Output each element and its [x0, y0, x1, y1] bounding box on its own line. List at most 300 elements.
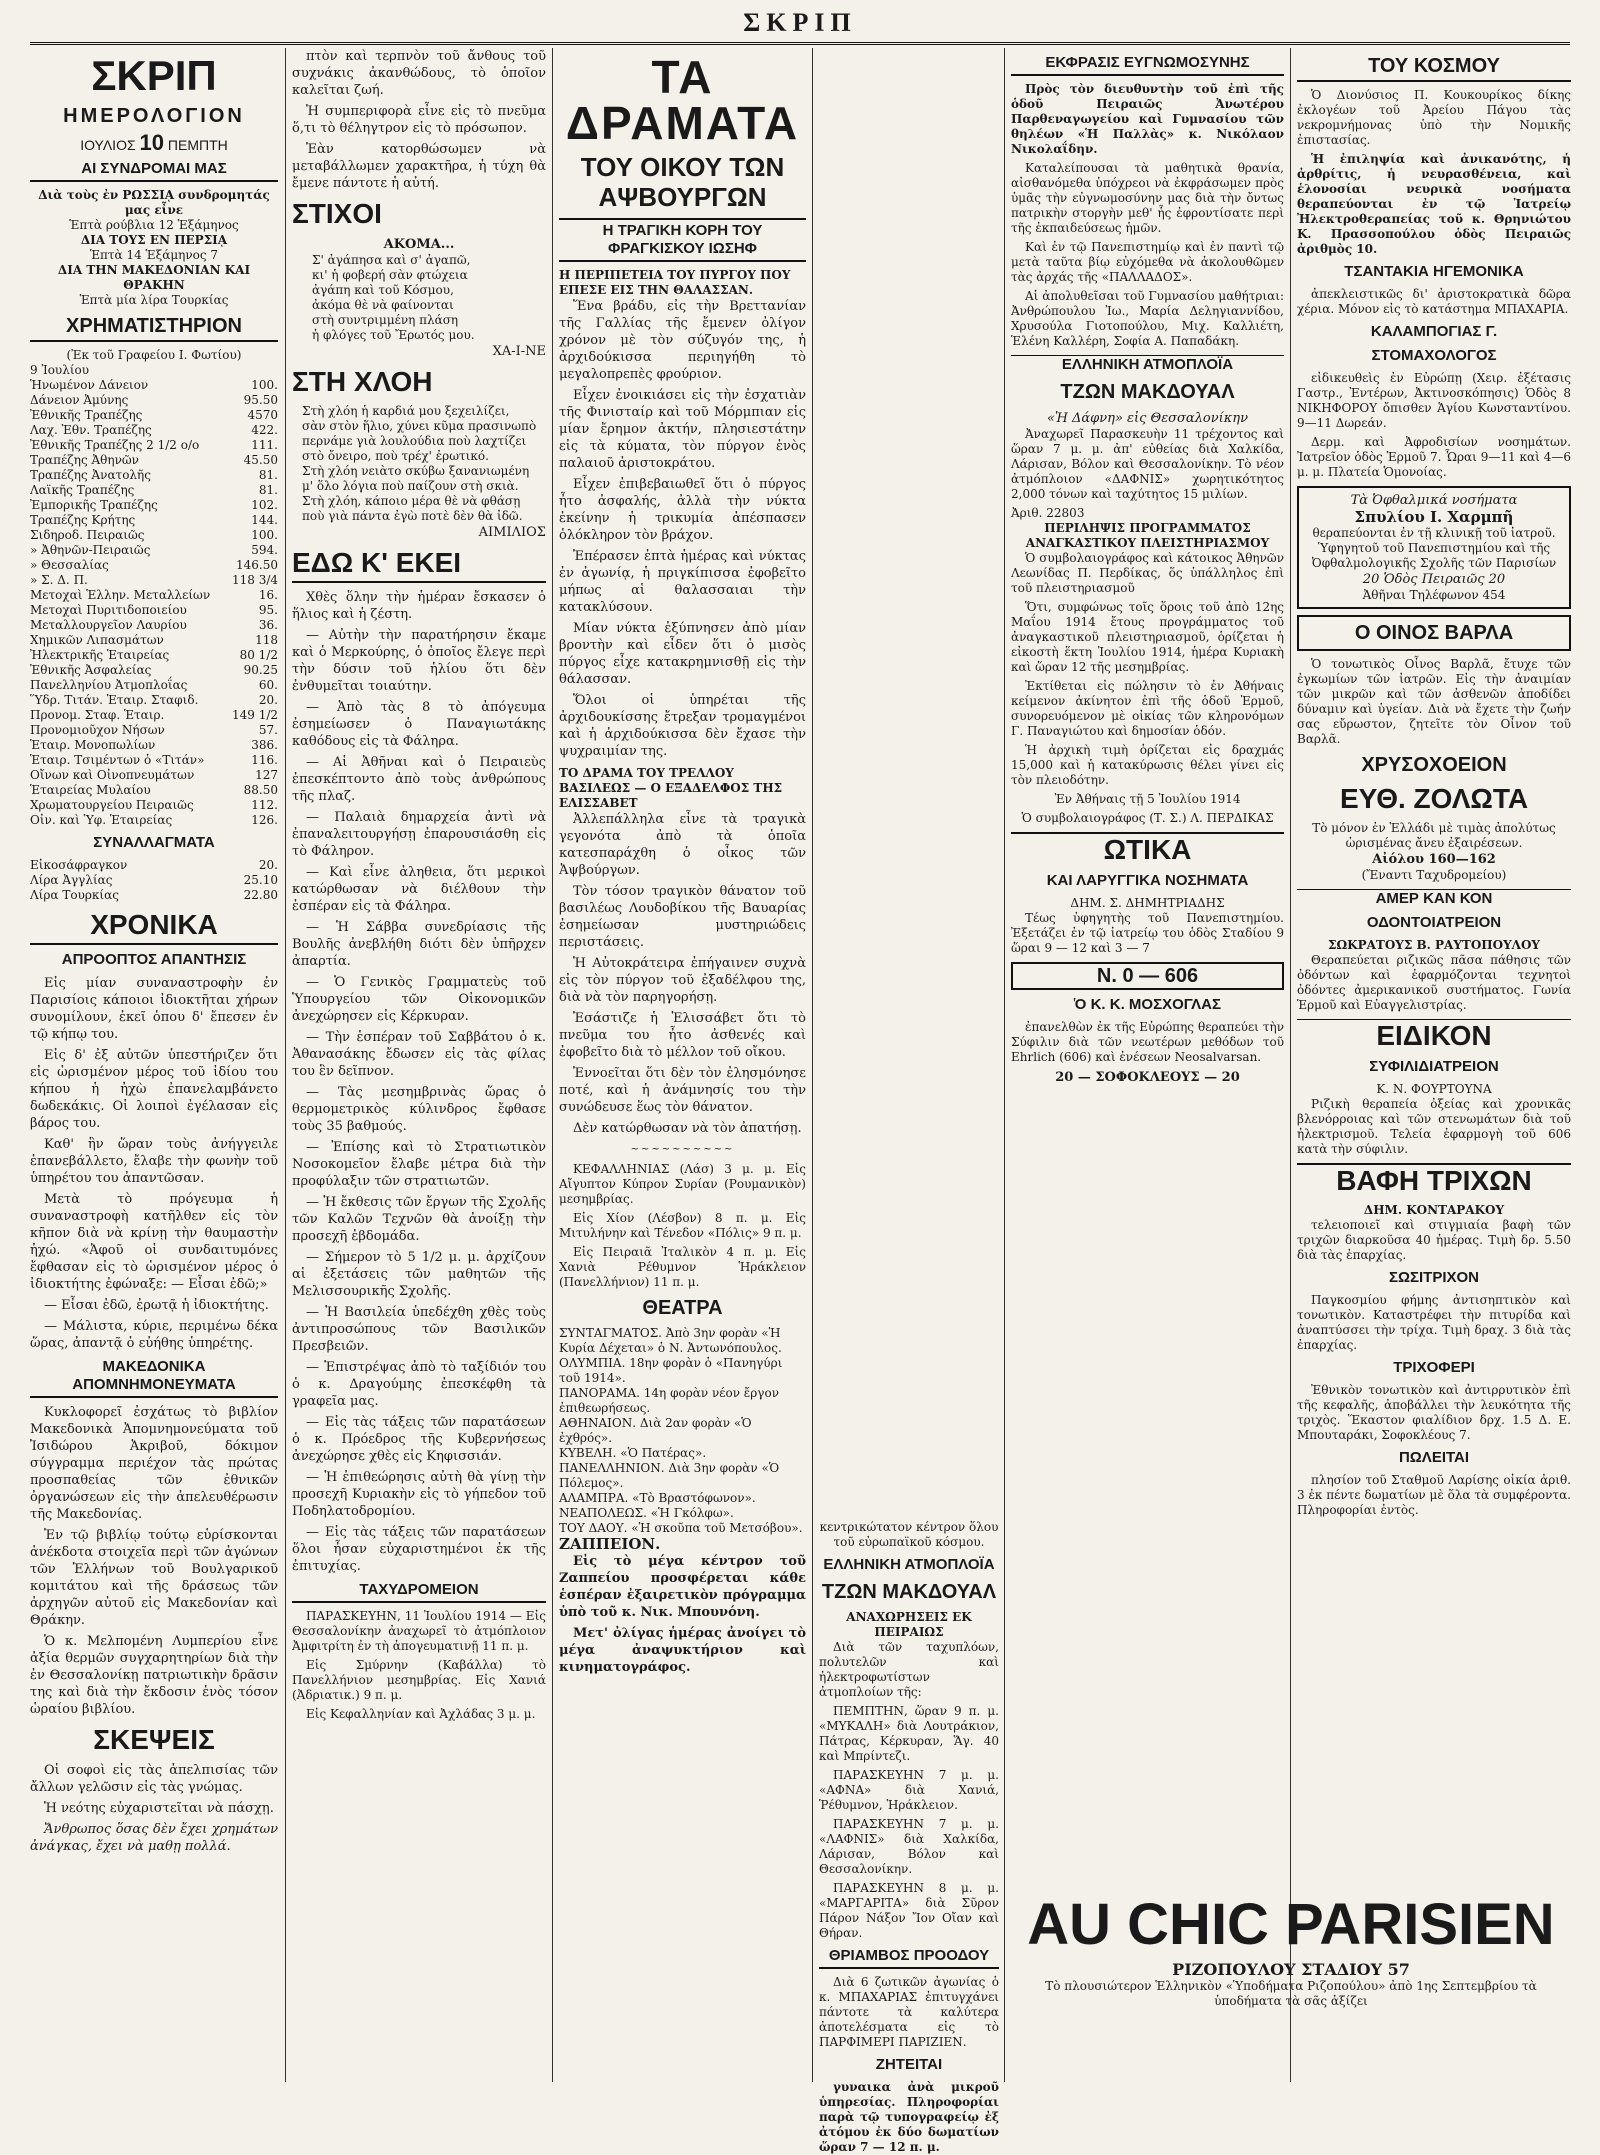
- rate-value: 118 3/4: [231, 573, 278, 587]
- paragraph: Εἰς Χίον (Λέσβον) 8 π. μ. Εἰς Μιτυλήνην καὶ Τένεδον «Πόλις» 9 π. μ.: [559, 1211, 806, 1240]
- xryso-opposite: (Ἔναντι Ταχυδρομείου): [1361, 868, 1507, 882]
- rate-label: Ἑταιρ. Τσιμέντων ὁ «Τιτάν»: [30, 753, 205, 767]
- table-row: [30, 468, 278, 483]
- table-row: [30, 678, 278, 693]
- paragraph: κεντρικώτατον κέντρον ὅλου τοῦ εὐρωπαϊκοῦ κόσμου.: [819, 1520, 999, 1549]
- syfil-heading: ΣΥΦΙΛΙΔΙΑΤΡΕΙΟΝ: [1369, 1058, 1499, 1075]
- rate-label: Ἑταιρ. Μονοπωλίων: [30, 738, 156, 752]
- paragraph: Καταλείπουσαι τὰ μαθητικὰ θρανία, αἰσθανόμεθα ὑπόχρεοι νὰ ἐκφράσωμεν πρὸς ὑμᾶς τὴν εὐγνωμοσύνην μας διὰ τὴν ὄντως πατρικὴν στοργὴν μεθ' ἧς ἐφροντίσατε περὶ τῆς ἐκπαιδεύσεως ἡμῶν.: [1011, 161, 1284, 235]
- paragraph: ΠΑΡΑΣΚΕΥΗΝ 7 μ. μ. «ΛΑΦΝΙΣ» διὰ Χαλκίδα, Λάρισαν, Βόλον καὶ Θεσσαλονίκην.: [819, 1817, 999, 1876]
- paragraph: Ἐν Ἀθήναις τῇ 5 Ἰουλίου 1914: [1054, 792, 1241, 806]
- zitei-heading: ΖΗΤΕΙΤΑΙ: [875, 2056, 943, 2073]
- date-month: ΙΟΥΛΙΟΣ: [80, 137, 136, 153]
- poem-line: ἡ φλόγες τοῦ Ἔρωτός μου.: [312, 328, 475, 342]
- column-1: [30, 48, 278, 2082]
- list-item: ΚΥΒΕΛΗ. «Ὁ Πατέρας».: [559, 1446, 707, 1460]
- poem-line: Σ' ἀγάπησα καὶ σ' ἀγαπῶ,: [312, 253, 471, 267]
- paragraph: Οἱ σοφοὶ εἰς τὰς ἀπελπισίας τῶν ἄλλων γελῶσιν εἰς τὰς γνώμας.: [30, 1763, 278, 1795]
- poem-line: ἀκόμα θὲ νὰ φαίνονται: [312, 298, 454, 312]
- rate-label: » Ἀθηνῶν-Πειραιῶς: [30, 543, 151, 557]
- table-row: [30, 648, 278, 663]
- paragraph: Τὸν τόσον τραγικὸν θάνατον τοῦ βασιλέως Λουδοβίκου τῆς Βαυαρίας ἐσημείωσαν μυστηριώδεις περιστάσεις.: [559, 884, 806, 950]
- dateline: [30, 130, 278, 155]
- paragraph: Ὅτι, συμφώνως τοῖς ὅροις τοῦ ἀπὸ 12ης Μαΐου 1914 ἔτους προγράμματος τοῦ ἀναγκαστικοῦ πλειστηριασμοῦ, ὁρίζεται ἡ εἰκοστὴ ἕκτη Ἰουλίου 1914, ἡμέρα Κυριακὴ καὶ ὥραν 12 τῆς μεσημβρίας.: [1011, 600, 1284, 674]
- paragraph: — Σήμερον τὸ 5 1/2 μ. μ. ἀρχίζουν αἱ ἐξετάσεις τῶν μαθητῶν τῆς Μελισσουρικῆς Σχολῆς.: [292, 1250, 546, 1299]
- table-row: [30, 753, 278, 768]
- poem: [292, 404, 546, 524]
- rate-value: 149 1/2: [231, 708, 278, 722]
- eidikon-heading: ΕΙΔΙΚΟΝ: [1297, 1019, 1571, 1052]
- paragraph: Ὁ τονωτικὸς Οἶνος Βαρλᾶ, ἔτυχε τῶν ἐγκωμίων τῶν ἰατρῶν. Εἰς τὴν ἀναιμίαν τῶν μικρῶν καὶ τῶν ἀσθενῶν ἀποδίδει δύναμιν καὶ ὑγείαν. Διὰ νὰ ἔχετε τὴν ζωήν σας εὔρωστον, ζητεῖτε τὸν Οἶνον τοῦ Βαρλᾶ.: [1297, 657, 1571, 746]
- list-item: ΑΘΗΝΑΙΟΝ. Διὰ 2αν φορὰν «Ὁ ἐχθρός».: [559, 1416, 752, 1445]
- subs-line: Ἑπτὰ μία λίρα Τουρκίας: [79, 293, 229, 307]
- paragraph: — Παλαιὰ δημαρχεία ἀντὶ νὰ ἐπαναλειτουργήσῃ ἐπαρουσιάσθη εἰς τὸ Φάληρον.: [292, 810, 546, 859]
- paragraph: Ὁ κ. Μελπομένη Λυμπερίου εἶνε ἀξία θερμῶν συγχαρητηρίων διὰ τὴν ἐν Θεσσαλονίκῃ πατριωτικὴν δρᾶσιν της καὶ διὰ τὴν ἔκδοσιν ἑνὸς τόσον ὡραίου βιβλίου.: [30, 1634, 278, 1717]
- paragraph: Κυκλοφορεῖ ἐσχάτως τὸ βιβλίον Μακεδονικὰ Ἀπομνημονεύματα τοῦ Ἰσιδώρου Ἀκριβοῦ, δόκιμον σύγγραμμα περιέχον τὰς πρώτας προσπαθείας τῶν ἐθνικῶν ὀργανώσεων εἰς τὴν ἀπελευθέρωσιν τῆς Μακεδονίας.: [30, 1405, 278, 1522]
- date-weekday: ΠΕΜΠΤΗ: [167, 137, 228, 153]
- rate-value: 81.: [258, 468, 278, 482]
- paragraph: — Εἶσαι ἐδῶ, ἐρωτᾷ ἡ ἰδιοκτήτης.: [44, 1298, 269, 1313]
- list-item: ΠΑΝΕΛΛΗΝΙΟΝ. Διὰ 3ην φορὰν «Ὁ Πόλεμος».: [559, 1461, 780, 1490]
- table-row: [30, 558, 278, 573]
- rate-value: 88.50: [243, 783, 278, 797]
- paragraph: Ὁ συμβολαιογράφος καὶ κάτοικος Ἀθηνῶν Λεωνίδας Π. Περδίκας, ὅς ὑπάλληλος ἐπὶ τοῦ πλειστηριασμοῦ: [1011, 551, 1284, 595]
- kosmou-heading: ΤΟΥ ΚΟΣΜΟΥ: [1297, 54, 1571, 82]
- column-5: [1011, 48, 1284, 1882]
- kalampo-heading: ΚΑΛΑΜΠΟΓΙΑΣ Γ.: [1370, 323, 1498, 340]
- mosxog-heading: Ὁ Κ. Κ. ΜΟΣΧΟΓΛΑΣ: [1074, 996, 1221, 1013]
- table-row: [30, 708, 278, 723]
- theatre-list: [559, 1326, 806, 1536]
- xryso-address: Αἰόλου 160—162: [1372, 852, 1496, 867]
- zappeion-heading: ΖΑΠΠΕΙΟΝ.: [559, 1535, 661, 1553]
- taxydromeion-heading: ΤΑΧΥΔΡΟΜΕΙΟΝ: [292, 1581, 546, 1603]
- subhead: Η ΠΕΡΙΠΕΤΕΙΑ ΤΟΥ ΠΥΡΓΟΥ ΠΟΥ ΕΠΕΣΕ ΕΙΣ ΤΗΝ ΘΑΛΑΣΣΑΝ.: [559, 268, 791, 297]
- subhead: ΤΟ ΔΡΑΜΑ ΤΟΥ ΤΡΕΛΛΟΥ ΒΑΣΙΛΕΩΣ — Ο ΕΞΑΔΕΛΦΟΣ ΤΗΣ ΕΛΙΣΣΑΒΕΤ: [559, 766, 783, 810]
- poem-line: σὰν στὸν ἥλιο, χύνει κῦμα πρασινωπὸ: [302, 419, 537, 433]
- rate-value: 144.: [251, 513, 278, 527]
- paragraph: Χθὲς ὅλην τὴν ἡμέραν ἔσκασεν ὁ ἥλιος καὶ ἡ ζέστη.: [292, 590, 546, 622]
- poem-line: Στὴ χλόη ἡ καρδιά μου ξεχειλίζει,: [302, 404, 510, 418]
- list-item: ΝΕΑΠΟΛΕΩΣ. «Ἡ Γκόλφω».: [559, 1506, 734, 1520]
- ophthalmic-ad: [1297, 486, 1571, 609]
- chronika-text: [30, 975, 278, 1352]
- paragraph: Ἀλλεπάλληλα εἶνε τὰ τραγικὰ γεγονότα ἀπὸ τὰ ὁποῖα κατεσπαράχθη ὁ οἶκος τῶν Ἀψβούργων.: [559, 812, 806, 878]
- poem-line: ποὺ γιὰ πάντα ἐγὼ ποτὲ δὲν θὰ ἰδῶ.: [302, 509, 523, 523]
- table-row: [30, 663, 278, 678]
- paragraph: — Ἡ ἔκθεσις τῶν ἔργων τῆς Σχολῆς τῶν Καλῶν Τεχνῶν θὰ ἀνοίξῃ τὴν προσεχῆ ἑβδομάδα.: [292, 1195, 546, 1244]
- rate-value: 90.25: [243, 663, 278, 677]
- table-row: [30, 483, 278, 498]
- table-row: [30, 858, 278, 873]
- paragraph: Καθ' ἣν ὥραν τοὺς ἀνήγγειλε ἐπανεβάλλετο, ἔλαβε τὴν φωνὴν τοῦ ὑπηρέτου του ἀπαντῶσαν.: [30, 1137, 278, 1186]
- paragraph: Ἐσάστιζε ἡ Ἐλισσάβετ ὅτι τὸ πνεῦμα του ἦτο ἀσθενές καὶ ἐφοβεῖτο διὰ τὸ μέλλον τοῦ οἴκου.: [559, 1011, 806, 1060]
- paragraph: — Ἐπιστρέψας ἀπὸ τὸ ταξίδιόν του ὁ κ. Δραγούμης ἐπεσκέφθη τὰ γραφεῖα μας.: [292, 1360, 546, 1409]
- paragraph: Διὰ 6 ζωτικῶν ἀγωνίας ὁ κ. ΜΠΑΧΑΡΙΑΣ ἐπιτυγχάνει πάντοτε τὰ καλύτερα ἀποτελέσματα εἰς τὸ ΠΑΡΦΙΜΕΡΙ ΠΑΡΙΖΙΕΝ.: [819, 1975, 999, 2049]
- paragraph: Αἱ ἀπολυθεῖσαι τοῦ Γυμνασίου μαθήτριαι: Ἀνθρώπουλου Ἰω., Μαρία Δεληγιαννίδου, Χρυσούλα Γιοτοπούλου, Μιχ. Καλλιέτη, Ἑλένη Καλλέρη, Σοφία Α. Παπαδάκη.: [1011, 289, 1284, 348]
- poem-line: Στὴ χλόη, κάποιο μέρα θὲ νὰ φθάσῃ: [302, 494, 521, 508]
- rate-value: 116.: [251, 753, 278, 767]
- paragraph: Ἕνα βράδυ, εἰς τὴν Βρεττανίαν τῆς Γαλλίας τῆς ἔμενεν ὀλίγον χρόνον μὲ τὸν σύζυγόν της, ἡ ἀρχιδούκισσα περιηγήθη τὸ μεγαλοπρεπὲς φρούριον.: [559, 299, 806, 382]
- rate-value: 95.50: [243, 393, 278, 407]
- rate-label: Τραπέζης Ἀθηνῶν: [30, 453, 139, 467]
- table-row: [30, 588, 278, 603]
- paragraph: — Ἡ Βασιλεία ὑπεδέχθη χθὲς τοὺς ἀντιπροσώπους τῶν Βασιλικῶν Πρεσβειῶν.: [292, 1305, 546, 1354]
- poem-author: ΑΙΜΙΛΙΟΣ: [478, 525, 546, 540]
- edo-heading: ΕΔΩ Κ' ΕΚΕΙ: [292, 547, 546, 583]
- paragraph: — Ἡ Σάββα συνεδρίασις τῆς Βουλῆς ἀνεβλήθη διότι δὲν ὑπῆρχεν ἀπαρτία.: [292, 920, 546, 969]
- rate-value: 95.: [258, 603, 278, 617]
- paragraph: ΠΕΜΠΤΗΝ, ὥραν 9 π. μ. «ΜΥΚΑΛΗ» διὰ Λουτράκιον, Πάτρας, Κέρκυραν, Ἅγ. 40 καὶ Μπρίντεζι.: [819, 1704, 999, 1763]
- subs-line: Διὰ τοὺς ἐν ΡΩΣΣΙᾼ συνδρομητάς μας εἶνε: [38, 188, 270, 217]
- masthead: [30, 8, 1570, 45]
- perilipsis-heading: ΠΕΡΙΛΗΨΙΣ ΠΡΟΓΡΑΜΜΑΤΟΣ ΑΝΑΓΚΑΣΤΙΚΟΥ ΠΛΕΙΣΤΗΡΙΑΣΜΟΥ: [1025, 521, 1270, 550]
- table-row: [30, 738, 278, 753]
- paragraph: Ριζικὴ θεραπεία ὀξείας καὶ χρονικᾶς βλενόρροιας καὶ τῶν στενωμάτων διὰ τοῦ ἠλεκτρισμοῦ. Τελεία ἐφαρμογὴ τοῦ 606 κατὰ τὴν σύφιλιν.: [1297, 1097, 1571, 1156]
- tsantakia-heading: ΤΣΑΝΤΑΚΙΑ ΗΓΕΜΟΝΙΚΑ: [1344, 263, 1524, 280]
- ekfrasis-heading: ΕΚΦΡΑΣΙΣ ΕΥΓΝΩΜΟΣΥΝΗΣ: [1011, 54, 1284, 76]
- au-chic-text: Τὸ πλουσιώτερον Ἑλληνικὸν «Ὑποδήματα Ριζοπούλου» ἀπὸ 1ης Σεπτεμβρίου τὰ ὑποδήματα τὰ σᾶς ἀξίζει: [1045, 1979, 1537, 2008]
- rate-value: 16.: [258, 588, 278, 602]
- rate-label: Λαϊκῆς Τραπέζης: [30, 483, 135, 497]
- rate-label: Χημικῶν Λιπασμάτων: [30, 633, 164, 647]
- rate-value: 386.: [251, 738, 278, 752]
- table-row: [30, 693, 278, 708]
- makedonika-heading: ΜΑΚΕΔΟΝΙΚΑ ΑΠΟΜΝΗΜΟΝΕΥΜΑΤΑ: [30, 1358, 278, 1398]
- paragraph: Τέως ὑφηγητὴς τοῦ Πανεπιστημίου. Ἐξετάζει ἐν τῷ ἰατρείῳ του ὁδὸς Σταδίου 9 ὥραι 9 — 12 καὶ 3 — 7: [1011, 911, 1284, 955]
- rate-value: 25.10: [243, 873, 278, 887]
- paragraph: Δὲν κατώρθωσαν νὰ τὸν ἀπατήσῃ.: [573, 1121, 802, 1136]
- table-row: [30, 888, 278, 903]
- otika-heading: ΩΤΙΚΑ: [1011, 832, 1284, 866]
- paragraph: — Καὶ εἶνε ἀληθεια, ὅτι μερικοὶ κατώρθωσαν νὰ διέλθουν τὴν ἑσπέραν εἰς τὰ Φάληρα.: [292, 865, 546, 914]
- headline-3: Η ΤΡΑΓΙΚΗ ΚΟΡΗ ΤΟΥ ΦΡΑΓΚΙΣΚΟΥ ΙΩΣΗΦ: [559, 218, 806, 262]
- rate-label: Χρωματουργείου Πειραιῶς: [30, 798, 194, 812]
- paragraph: τελειοποιεῖ καὶ στιγμιαία βαφὴ τῶν τριχῶν διαρκοῦσα 40 ἡμέρας. Τιμὴ δρ. 5.50 διὰ τὰς ἐπαρχίας.: [1297, 1218, 1571, 1262]
- au-chic-title: AU CHIC PARISIEN: [1027, 1892, 1555, 1957]
- column-rule: [552, 48, 553, 2082]
- paragraph: ἀπεκλειστικῶς δι' ἀριστοκρατικὰ δῶρα χέρια. Μόνον εἰς τὸ κατάστημα ΜΠΑΧΑΡΙΑ.: [1297, 287, 1571, 316]
- otika-subheading: ΚΑΙ ΛΑΡΥΓΓΙΚΑ ΝΟΣΗΜΑΤΑ: [1046, 872, 1249, 889]
- paragraph: — Ὁ Γενικὸς Γραμματεὺς τοῦ Ὑπουργείου τῶν Οἰκονομικῶν ἀνεχώρησεν εἰς Κέρκυραν.: [292, 975, 546, 1024]
- ofth-address: 20 Ὁδὸς Πειραιῶς 20: [1362, 572, 1506, 587]
- table-row: [30, 498, 278, 513]
- rate-label: Τραπέζης Κρήτης: [30, 513, 136, 527]
- table-row: [30, 723, 278, 738]
- rate-value: 102.: [251, 498, 278, 512]
- paragraph: — Εἰς τὰς τάξεις τῶν παρατάσεων ὁ κ. Πρόεδρος τῆς Κυβερνήσεως ἀνεχώρησε χθὲς εἰς Κηφισσιάν.: [292, 1415, 546, 1464]
- xryso-heading: ΧΡΥΣΟΧΟΕΙΟΝ: [1361, 754, 1507, 776]
- paragraph: Ἡ Αὐτοκράτειρα ἐπήγαινεν συχνὰ εἰς τὸν πύργον τοῦ ἐξαδέλφου της, διὰ νὰ τὸν παρηγορήσῃ.: [559, 956, 806, 1005]
- subs-line: Ἑπτὰ 14 Ἑξάμηνος 7: [89, 248, 219, 262]
- paragraph: — Εἰς τὰς τάξεις τῶν παρατάσεων ὅλοι ἦσαν εὐχαριστημένοι ἐκ τῆς ἐπιτυχίας.: [292, 1525, 546, 1574]
- odonto-heading: ΟΔΟΝΤΟΙΑΤΡΕΙΟΝ: [1366, 914, 1502, 931]
- paragraph: εἰδικευθεὶς ἐν Εὐρώπῃ (Χειρ. ἐξέτασις Γαστρ., Ἐντέρων, Ἀκτινοσκόπησις) Ὁδὸς 8 ΝΙΚΗΦΟΡΟΥ ὄπισθεν Ἁγίου Κωνσταντίνου. 9—11 Δωρεάν.: [1297, 371, 1571, 430]
- rate-label: Ἐθνικῆς Τραπέζης: [30, 408, 143, 422]
- atmo-heading: ΕΛΛΗΝΙΚΗ ΑΤΜΟΠΛΟΪΑ: [823, 1556, 995, 1573]
- address-banner: 20 — ΣΟΦΟΚΛΕΟΥΣ — 20: [1055, 1070, 1240, 1085]
- paragraph: Παγκοσμίου φήμης ἀντισηπτικὸν καὶ τονωτικὸν. Καταστρέφει τὴν πιτυρίδα καὶ ἀναπτύσσει τὴν τρίχα. Τιμὴ δραχ. 3 διὰ τὰς ἐπαρχίας.: [1297, 1293, 1571, 1352]
- table-row: [30, 798, 278, 813]
- rate-label: Μετοχαὶ Ἑλλην. Μεταλλείων: [30, 588, 211, 602]
- rate-label: Μεταλλουργεῖον Λαυρίου: [30, 618, 187, 632]
- column-rule: [1290, 48, 1291, 2082]
- paragraph: Μίαν νύκτα ἐξύπνησεν ἀπὸ μίαν βροντὴν καὶ εἶδεν ὅτι ὁ μισὸς πύργος εἶχε κατακρημνισθῇ εἰς τὴν θάλασσαν.: [559, 621, 806, 687]
- syfil-doctor: Κ. Ν. ΦΟΥΡΤΟΥΝΑ: [1376, 1082, 1492, 1096]
- subs-line: ΔΙΑ ΤΗΝ ΜΑΚΕΔΟΝΙΑΝ ΚΑΙ ΘΡΑΚΗΝ: [57, 263, 251, 292]
- departures-heading: ΑΝΑΧΩΡΗΣΕΙΣ ΕΚ ΠΕΙΡΑΙΩΣ: [846, 1610, 972, 1639]
- oinos-heading: Ο ΟΙΝΟΣ ΒΑΡΛΑ: [1297, 615, 1571, 651]
- paragraph: Καὶ ἐν τῷ Πανεπιστημίῳ καὶ ἐν παντὶ τῷ μετὰ ταῦτα βίῳ εὐχόμεθα νὰ ἀκολουθῶμεν τὰς ἀρχάς τῆς «ΠΑΛΛΑΔΟΣ».: [1011, 240, 1284, 284]
- paragraph: Ἀναχωρεῖ Παρασκευὴν 11 τρέχοντος καὶ ὥραν 7 μ. μ. ἀπ' εὐθείας διὰ Χαλκίδα, Λάρισαν, Βόλον καὶ Θεσσαλονίκην. Τὸ νέον ἀτμόπλοιον «ΔΑΦΝΙΣ» χωρητικότητος 2,000 τόνων καὶ ταχύτητος 15 μιλίων.: [1011, 427, 1284, 501]
- skepseis-heading: ΣΚΕΨΕΙΣ: [93, 1724, 215, 1755]
- paragraph: Διὰ τῶν ταχυπλόων, πολυτελῶν καὶ ἠλεκτροφωτίστων ἀτμοπλοίων τῆς:: [819, 1640, 999, 1699]
- rate-label: Προνομ. Σταφ. Ἑταιρ.: [30, 708, 165, 722]
- thriamvos-heading: ΘΡΙΑΜΒΟΣ ΠΡΟΟΔΟΥ: [819, 1947, 999, 1969]
- paragraph: Μετ' ὀλίγας ἡμέρας ἀνοίγει τὸ μέγα ἀναψυκτήριον καὶ κινηματογράφος.: [559, 1626, 806, 1675]
- separator: ~~~~~~~~~~: [630, 1144, 735, 1155]
- rate-value: 20.: [258, 858, 278, 872]
- stomax-heading: ΣΤΟΜΑΧΟΛΟΓΟΣ: [1371, 347, 1497, 364]
- rate-value: 594.: [251, 543, 278, 557]
- column-2: [292, 48, 546, 2082]
- list-item: ΟΛΥΜΠΙΑ. 18ην φορὰν ὁ «Πανηγύρι τοῦ 1914».: [559, 1356, 783, 1385]
- subscriptions: [30, 188, 278, 308]
- table-row: [30, 438, 278, 453]
- poem-line: Στὴ χλόη νειὰτο σκύβω ξανανιωμένη: [302, 464, 530, 478]
- rate-label: Οἴνων καὶ Οἰνοπνευμάτων: [30, 768, 195, 782]
- poem-line: στὸ ὄνειρο, ποὺ τρέχ' ἐρωτικό.: [302, 449, 489, 463]
- rate-value: 112.: [251, 798, 278, 812]
- paragraph: Ἡ ἀρχικὴ τιμὴ ὁρίζεται εἰς δραχμάς 15,000 καὶ ἡ κατακύρωσις θέλει γίνει εἰς τὸν πλειοδότην.: [1011, 743, 1284, 787]
- theatre-heading: ΘΕΑΤΡΑ: [642, 1297, 723, 1319]
- column-rule: [812, 48, 813, 2082]
- headline-2: ΤΟΥ ΟΙΚΟΥ ΤΩΝ ΑΨΒΟΥΡΓΩΝ: [580, 152, 785, 212]
- rate-value: 146.50: [236, 558, 278, 572]
- paragraph: Ἡ ἐπιληψία καὶ ἀνικανότης, ἡ ἀρθρίτις, ἡ νευρασθένεια, καὶ ἑλονοσίαι νευρικὰ νοσήματα θεραπεύονται ἐν τῷ Ἰατρείῳ Ἠλεκτροθεραπείας τοῦ κ. Θρηνιώτου Κ. Πρασσοπούλου ὁδὸς Πειραιῶς ἀριθμὸς 10.: [1297, 152, 1571, 256]
- rate-value: 4570: [247, 408, 278, 422]
- paragraph: Εἰς Κεφαλληνίαν καὶ Ἀχλάδας 3 μ. μ.: [306, 1707, 536, 1721]
- ofth-text: θεραπεύονται ἐν τῇ κλινικῇ τοῦ ἰατροῦ. Ὑφηγητοῦ τοῦ Πανεπιστημίου καὶ τῆς Ὀφθαλμολογικῆς Σχολῆς τῶν Παρισίων: [1311, 526, 1557, 570]
- poem-line: μ' ὅλο λόγια ποὺ παίζουν στὴ σκιὰ.: [302, 479, 519, 493]
- paragraph: Ἄνθρωπος ὅσας δὲν ἔχει χρημάτων ἀνάγκας, ἔχει νὰ μαθῃ πολλά.: [30, 1822, 278, 1854]
- chronika-subheading: ΑΠΡΟΟΠΤΟΣ ΑΠΑΝΤΗΣΙΣ: [61, 951, 247, 968]
- rate-label: Ἐμπορικῆς Τραπέζης: [30, 498, 158, 512]
- paragraph: Δερμ. καὶ Ἀφροδισίων νοσημάτων. Ἰατρεῖον ὁδὸς Ἑρμοῦ 7. Ὧραι 9—11 καὶ 4—6 μ. μ. Πλατεία Ὁμονοίας.: [1297, 435, 1571, 479]
- paragraph: — Τὴν ἑσπέραν τοῦ Σαββάτου ὁ κ. Ἀθανασάκης ἔδωσεν εἰς τὰς φίλας του ἓν δεῖπνον.: [292, 1030, 546, 1079]
- table-row: [30, 813, 278, 828]
- paragraph: ΠΑΡΑΣΚΕΥΗΝ 7 μ. μ. «ΑΦΝΑ» διὰ Χανιά, Ῥέθυμνον, Ἡράκλειον.: [819, 1768, 999, 1812]
- rate-value: 100.: [251, 528, 278, 542]
- table-row: [30, 618, 278, 633]
- rate-value: 422.: [251, 423, 278, 437]
- au-chic-address: ΡΙΖΟΠΟΥΛΟΥ ΣΤΑΔΙΟΥ 57: [1172, 1960, 1410, 1979]
- table-row: [30, 528, 278, 543]
- ofth-city: Ἀθῆναι Τηλέφωνον 454: [1362, 588, 1506, 602]
- otika-doctor: ΔΗΜ. Σ. ΔΗΜΗΤΡΙΑΔΗΣ: [1070, 896, 1225, 910]
- atmo-heading: ΤΖΩΝ ΜΑΚΔΟΥΑΛ: [821, 1581, 997, 1603]
- list-item: ΑΛΑΜΠΡΑ. «Τὸ Βραστόφωνον».: [559, 1491, 756, 1505]
- list-item: ΠΑΝΟΡΑΜΑ. 14η φορὰν νέον ἔργον ἐπιθεωρήσεως.: [559, 1386, 779, 1415]
- table-row: [30, 603, 278, 618]
- column-4: [819, 1520, 999, 2154]
- paragraph: Μετὰ τὸ πρόγευμα ἡ συναναστροφὴ κατῆλθεν εἰς τὸν κῆπον διὰ νὰ κρίνῃ τὴν θαυμαστὴν ἠχώ. «Ἀφοῦ οἱ συνδαιτυμόνες ἔφθασαν εἰς τὸ ὡρισμένον μέρος ὁ ἰδιοκτήτης ἐφώναξε: — Εἶσαι ἐδῶ;»: [30, 1192, 278, 1292]
- rate-label: Δάνειον Ἀμύνης: [30, 393, 129, 407]
- exchange-source: (Ἐκ τοῦ Γραφείου Ι. Φωτίου): [66, 348, 242, 362]
- paragraph: ἐπανελθὼν ἐκ τῆς Εὐρώπης θεραπεύει τὴν Σύφιλιν διὰ τῶν νεωτέρων μεθόδων τοῦ Ehrlich (606) καὶ ἐνέσεων Neosalvarsan.: [1011, 1020, 1284, 1064]
- rate-label: Σιδηροδ. Πειραιῶς: [30, 528, 145, 542]
- paragraph: Ἐὰν κατορθώσωμεν νὰ μεταβάλλωμεν χαρακτῆρα, ἡ τύχη θὰ ἔμενε πάντοτε ἡ αὐτή.: [292, 142, 546, 191]
- rate-value: 126.: [251, 813, 278, 827]
- rate-label: Μετοχαὶ Πυριτιδοποιείου: [30, 603, 187, 617]
- ofth-heading: Τὰ Ὀφθαλμικά νοσήματα: [1350, 493, 1518, 508]
- rate-label: Ἑταιρείας Μυλαίου: [30, 783, 151, 797]
- rate-label: Προνομιοῦχον Νήσων: [30, 723, 165, 737]
- logo: ΣΚΡΙΠ: [91, 52, 217, 99]
- no606-heading: Ν. 0 — 606: [1011, 962, 1284, 990]
- paragraph: — Αἱ Ἀθῆναι καὶ ὁ Πειραιεὺς ἐπεσκέπτοντο ἀπὸ τοὺς ἀνθρώπους τῆς πλαζ.: [292, 755, 546, 804]
- subs-line: ΔΙΑ ΤΟΥΣ ΕΝ ΠΕΡΣΙᾼ: [80, 233, 228, 247]
- atmo-heading: ΤΖΩΝ ΜΑΚΔΟΥΑΛ: [1060, 381, 1235, 403]
- paragraph: Εἶχεν ἐπιβεβαιωθεῖ ὅτι ὁ πύργος ἦτο ἀσφαλής, ἀλλὰ τὴν νύκτα ἐκείνην ἡ τρικυμία ἀπέσπασεν ὁλόκληρον τὸν βράχον.: [559, 477, 806, 543]
- odonto-name: ΣΩΚΡΑΤΟΥΣ Β. ΡΑΥΤΟΠΟΥΛΟΥ: [1327, 938, 1540, 952]
- table-row: [30, 423, 278, 438]
- exchange-date: 9 Ἰουλίου: [30, 363, 90, 377]
- rate-value: 57.: [258, 723, 278, 737]
- column-rule: [285, 48, 286, 2082]
- paragraph: — Ἐπίσης καὶ τὸ Στρατιωτικὸν Νοσοκομεῖον ἔλαβε μέτρα διὰ τὴν προφύλαξιν τῶν στρατιωτῶν.: [292, 1140, 546, 1189]
- paragraph: Ὁ συμβολαιογράφος (Τ. Σ.) Λ. ΠΕΡΔΙΚΑΣ: [1021, 811, 1274, 825]
- rate-value: 22.80: [243, 888, 278, 902]
- rate-value: 20.: [258, 693, 278, 707]
- subscriptions-heading: ΑΙ ΣΥΝΔΡΟΜΑΙ ΜΑΣ: [30, 160, 278, 182]
- poem-line: περνάμε γιὰ λουλούδια ποὺ λαχτίζει: [302, 434, 527, 448]
- table-row: [30, 513, 278, 528]
- rate-value: 60.: [258, 678, 278, 692]
- paragraph: Εἰς μίαν συναναστροφὴν ἐν Παρισίοις κάποιοι ἰδιοκτῆται χήρων συνομίλουν, ἐκεῖ ὁπου δ' ἔπεσεν ἐν τῷ κήπῳ του.: [30, 976, 278, 1042]
- poem: [292, 253, 546, 343]
- table-row: [30, 453, 278, 468]
- poem-author: ΧΑ-Ι-ΝΕ: [492, 344, 546, 359]
- rate-label: Λίρα Τουρκίας: [30, 888, 119, 902]
- xryso-name: ΕΥΘ. ΖΟΛΩΤΑ: [1339, 783, 1529, 814]
- table-row: [30, 393, 278, 408]
- paragraph: Εἰς τὸ μέγα κέντρον τοῦ Ζαππείου προσφέρεται κάθε ἑσπέραν ἐξαιρετικὸν πρόγραμμα ὑπὸ τοῦ κ. Νικ. Μπουνόνη.: [559, 1554, 806, 1620]
- vafi-doctor: ΔΗΜ. ΚΟΝΤΑΡΑΚΟΥ: [1363, 1203, 1505, 1217]
- logo-subtitle: ΗΜΕΡΟΛΟΓΙΟΝ: [63, 105, 245, 127]
- paragraph: — Ἀπὸ τὰς 8 τὸ ἀπόγευμα ἐσημείωσεν ὁ Παναγιωτάκης καθόδους εἰς τὰ Φάληρα.: [292, 700, 546, 749]
- column-rule: [1004, 48, 1005, 2082]
- poem-line: κι' ἡ φοβερή σὰν φτώχεια: [312, 268, 468, 282]
- paragraph: Εἰς Πειραιᾶ Ἰταλικὸν 4 π. μ. Εἰς Χανιὰ Ρέθυμνον Ἡράκλειον (Πανελλήνιον) 11 π. μ.: [559, 1245, 806, 1289]
- rate-label: » Σ. Δ. Π.: [30, 573, 88, 587]
- paragraph: Εἶχεν ἐνοικιάσει εἰς τὴν ἐσχατιὰν τῆς Φινισταίρ καὶ τοῦ Μόρμπιαν εἰς μίαν ἔρημον ἀκτήν, πλησιεστάτην εἰς τὰ κύματα, τὸν πύργον ἑνὸς παλαιοῦ ἀριστοκράτου.: [559, 388, 806, 471]
- paragraph: Ἐπέρασεν ἑπτὰ ἡμέρας καὶ νύκτας ἐν ἀγωνίᾳ, ἡ πριγκίπισσα ἐφοβεῖτο μήπως αἱ θαλασσαιαι τὴν κατακλύσουν.: [559, 549, 806, 615]
- subs-line: Ἑπτὰ ρούβλια 12 Ἑξάμηνος: [69, 218, 239, 232]
- paragraph: Ὅλοι οἱ ὑπηρέται τῆς ἀρχιδουκίσσης ἔτρεξαν τρομαγμένοι καὶ ἡ ἀρχιδούκισσα δὲν ἔχασε τὴν ψυχραιμίαν της.: [559, 693, 806, 759]
- ship-name: «Ἡ Δάφνη» εἰς Θεσσαλονίκην: [1047, 411, 1248, 426]
- trixoferi-heading: ΤΡΙΧΟΦΕΡΙ: [1393, 1359, 1475, 1376]
- paragraph: Ἐκτίθεται εἰς πώλησιν τὸ ἐν Ἀθήναις κείμενον ἀκίνητον ἐπὶ τῆς ὁδοῦ Ἑρμοῦ, συνορευόμενον μὲ οἰκίας τῶν κληρονόμων Γ. Παναγιώτου καὶ δημοσίαν ὁδόν.: [1011, 679, 1284, 738]
- sti-xloi-heading: ΣΤΗ ΧΛΟΗ: [292, 366, 433, 397]
- list-item: ΤΟΥ ΔΑΟΥ. «Ἡ σκοῦπα τοῦ Μετσόβου».: [559, 1521, 803, 1535]
- fx-table: [30, 858, 278, 903]
- poem-line: ἀγάπη καὶ τοῦ Κόσμου,: [312, 283, 454, 297]
- stixoi-heading: ΣΤΙΧΟΙ: [292, 198, 382, 229]
- sosi-heading: ΣΩΣΙΤΡΙΧΟΝ: [1388, 1269, 1480, 1286]
- edo-text: [292, 589, 546, 1575]
- rate-label: Ἠλεκτρικῆς Ἑταιρείας: [30, 648, 170, 662]
- rate-label: Λαχ. Ἐθν. Τραπέζης: [30, 423, 152, 437]
- rate-value: 45.50: [243, 453, 278, 467]
- poem-title: ΑΚΟΜΑ...: [383, 237, 455, 252]
- table-row: [30, 543, 278, 558]
- paragraph: Ὁ Διονύσιος Π. Κουκουρίκος δίκης ἐκλογέων τοῦ Ἀρείου Πάγου τὰς νεκρομνήμονας ὑπὸ τὴν Νομικῆς ἐπιστασίας.: [1297, 88, 1571, 147]
- rate-label: Ὕδρ. Τιτάν. Ἑταιρ. Σταφιδ.: [30, 693, 199, 707]
- paragraph: Θεραπεύεται ριζικῶς πᾶσα πάθησις τῶν ὀδόντων καὶ ἐφαρμόζονται τεχνητοὶ ὀδόντες ἀμερικανικοῦ συστήματος. Γωνία Ἑρμοῦ καὶ Εὐαγγελιστρίας.: [1297, 953, 1571, 1012]
- rate-value: 111.: [251, 438, 278, 452]
- column-3: [559, 48, 806, 2082]
- paragraph: Ἐθνικὸν τονωτικὸν καὶ ἀντιρρυτικὸν ἐπὶ τῆς κεφαλῆς, ἀποβάλλει τὴν λευκότητα τῆς τριχὸς. Ἕκαστον φιαλίδιον δρχ. 1.5 Δ. Ε. Μπουταράκι, Σοφοκλέους 7.: [1297, 1383, 1571, 1442]
- paragraph: Ἐν τῷ βιβλίῳ τούτῳ εὑρίσκονται ἀνέκδοτα στοιχεῖα περὶ τῶν ἀγώνων τῶν Ἑλλήνων τοῦ Βουλγαρικοῦ κομιτάτου καὶ τῆς δράσεως τῶν ἀρχηγῶν αὐτοῦ εἰς Μακεδονίαν καὶ Θράκην.: [30, 1528, 278, 1628]
- paragraph: — Ἡ ἐπιθεώρησις αὐτὴ θὰ γίνῃ τὴν προσεχῆ Κυριακὴν εἰς τὸ γήπεδον τοῦ Ποδηλατοδρομίου.: [292, 1470, 546, 1519]
- rate-label: Ἡνωμένον Δάνειον: [30, 378, 149, 392]
- paragraph: Εἰς δ' ἐξ αὐτῶν ὑπεστήριζεν ὅτι εἰς ὡρισμένον μέρος τοῦ ἰδίου του κήπου ἡ ἠχὼ ἐπανελαμβάνετο δωδεκάκις. Οἱ λοιποὶ ἐγέλασαν εἰς βάρος του.: [30, 1048, 278, 1131]
- atmo-heading: ΕΛΛΗΝΙΚΗ ΑΤΜΟΠΛΟΪΑ: [1011, 355, 1284, 374]
- rate-label: Πανελληνίου Ἀτμοπλοΐας: [30, 678, 188, 692]
- paragraph: ΠΑΡΑΣΚΕΥΗΝ, 11 Ἰουλίου 1914 — Εἰς Θεσσαλονίκην ἀναχωρεῖ τὸ ἀτμόπλοιον Ἀμφιτρίτη ἐν τὴ ἀπογευματινῇ 11 π. μ.: [292, 1609, 546, 1653]
- paragraph: Ἐννοεῖται ὅτι δὲν τὸν ἐλησμόνησε ποτέ, καὶ ἡ ἀνάμνησίς του τὴν συνώδευσε ἕως τὸν θάνατον.: [559, 1066, 806, 1115]
- table-row: [30, 873, 278, 888]
- au-chic-ad: [1011, 1890, 1571, 2009]
- paragraph: — Αὐτὴν τὴν παρατήρησιν ἔκαμε καὶ ὁ Μερκούρης, ὁ ὁποῖος ἔλεγε περὶ τὴν δύσιν τοῦ ἡλίου ὅτι δὲν ἐνθυμεῖται τοιαύτην.: [292, 628, 546, 694]
- chronika-heading: ΧΡΟΝΙΚΑ: [30, 909, 278, 945]
- table-row: [30, 783, 278, 798]
- poem-line: στὴ συντριμμένη πλάση: [312, 313, 459, 327]
- exchange-heading: ΧΡΗΜΑΤΙΣΤΗΡΙΟΝ: [30, 314, 278, 342]
- rate-label: Ἐθνικῆς Τραπέζης 2 1/2 ο/ο: [30, 438, 200, 452]
- ref-number: Ἀριθ. 22803: [1011, 506, 1085, 520]
- rate-value: 80 1/2: [239, 648, 278, 662]
- rate-value: 118: [255, 633, 278, 647]
- fx-heading: ΣΥΝΑΛΛΑΓΜΑΤΑ: [93, 834, 215, 851]
- table-row: [30, 408, 278, 423]
- rate-label: Τραπέζης Ἀνατολῆς: [30, 468, 151, 482]
- ofth-doctor: Σπυλίου Ι. Χαρμπῆ: [1354, 508, 1514, 526]
- paragraph: — Μάλιστα, κύριε, περιμένω δέκα ὥρας, ἀπαντᾷ ὁ εὐήθης ὑπηρέτης.: [30, 1319, 278, 1351]
- rate-label: Εἰκοσάφραγκον: [30, 858, 128, 872]
- paragraph: πλησίον τοῦ Σταθμοῦ Λαρίσης οἰκία ἀριθ. 3 ἐκ πέντε δωματίων μὲ ὅλα τὰ συμφέροντα. Πληροφορίαι ἐντὸς.: [1297, 1473, 1571, 1517]
- list-item: ΣΥΝΤΑΓΜΑΤΟΣ. Ἀπὸ 3ην φορὰν «Ἡ Κυρία Δέχεται» ὁ Ν. Ἀντωνόπουλος.: [559, 1326, 782, 1355]
- rate-label: » Θεσσαλίας: [30, 558, 109, 572]
- rate-value: 36.: [258, 618, 278, 632]
- rates-table: [30, 378, 278, 828]
- headline-1: ΤΑ ΔΡΑΜΑΤΑ: [565, 51, 800, 149]
- table-row: [30, 768, 278, 783]
- date-day: 10: [139, 130, 164, 155]
- paragraph: πτὸν καὶ τερπνὸν τοῦ ἄνθους τοῦ συχνάκις ἀκανθώδους, τὸ ὁποῖον καλεῖται ζωή.: [292, 49, 546, 98]
- rate-label: Ἐθνικῆς Ἀσφαλείας: [30, 663, 152, 677]
- column-6: [1297, 48, 1571, 1882]
- paragraph: Ἡ συμπεριφορὰ εἶνε εἰς τὸ πνεῦμα ὅ,τι τὸ θέληγτρον εἰς τὸ πρόσωπον.: [292, 104, 546, 136]
- rate-label: Οἰν. καὶ Ὑφ. Ἑταιρείας: [30, 813, 173, 827]
- paragraph: Ἡ νεότης εὐχαριστεῖται νὰ πάσχῃ.: [44, 1801, 274, 1816]
- xryso-text: Τὸ μόνον ἐν Ἑλλάδι μὲ τιμὰς ἀπολύτως ὡρισμένας ἄνευ ἐξαιρέσεων.: [1312, 821, 1556, 850]
- rate-label: Λίρα Ἀγγλίας: [30, 873, 113, 887]
- rate-value: 127: [255, 768, 278, 782]
- table-row: [30, 378, 278, 393]
- paragraph: Πρὸς τὸν διευθυντὴν τοῦ ἐπὶ τῆς ὁδοῦ Πειραιῶς Ἀνωτέρου Παρθεναγωγείου καὶ Γυμνασίου τῶν θηλέων «Ἡ Παλλὰς» κ. Νικόλαον Νικολαΐδην.: [1011, 82, 1284, 156]
